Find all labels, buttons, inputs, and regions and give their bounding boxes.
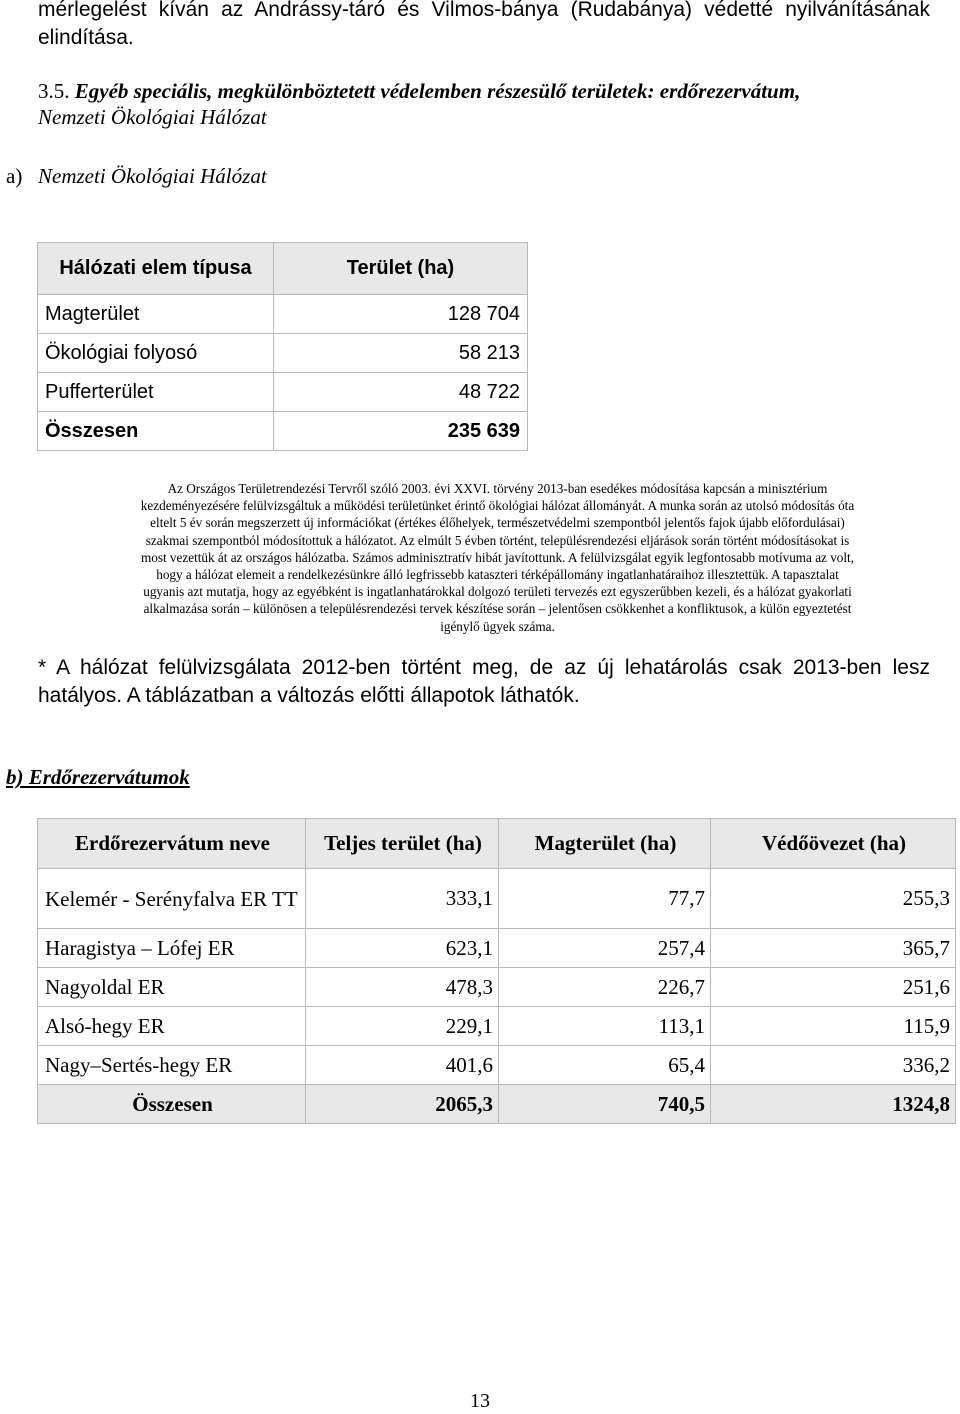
- table-row: [38, 869, 956, 929]
- footnote: * A hálózat felülvizsgálata 2012-ben történt meg, de az új lehatárolás csak 2013-ben lesz hatályos. A táblázatban a változás előtti állapotok láthatók.: [38, 656, 930, 707]
- cell-type: Ökológiai folyosó: [38, 334, 274, 373]
- table-header-row: [38, 243, 528, 295]
- column-header-name: Erdőrezervátum neve: [38, 819, 306, 869]
- section-heading-bold: Egyéb speciális, megkülönböztetett védelemben részesülő területek: erdőrezervátum,: [74, 79, 801, 103]
- column-header-buffer: Védőövezet (ha): [711, 819, 956, 869]
- column-header-core: Magterület (ha): [499, 819, 711, 869]
- cell-total-total: 2065,3: [306, 1085, 499, 1124]
- cell-area: 48 722: [274, 373, 528, 412]
- cell-buffer: 365,7: [711, 929, 956, 968]
- cell-buffer: 251,6: [711, 968, 956, 1007]
- section-number: 3.5.: [38, 79, 70, 103]
- cell-core: 77,7: [499, 869, 711, 929]
- cell-total-label: Összesen: [38, 412, 274, 451]
- cell-total-core: 740,5: [499, 1085, 711, 1124]
- cell-total: 623,1: [306, 929, 499, 968]
- cell-total-label: Összesen: [38, 1085, 306, 1124]
- note-line: igénylő ügyek száma.: [440, 618, 555, 634]
- table-row: [38, 373, 528, 412]
- cell-name: Alsó-hegy ER: [38, 1007, 306, 1046]
- column-header-total: Teljes terület (ha): [306, 819, 499, 869]
- cell-total: 229,1: [306, 1007, 499, 1046]
- table-row: [38, 1007, 956, 1046]
- section-heading-line2: Nemzeti Ökológiai Hálózat: [38, 105, 267, 129]
- table-row: [38, 334, 528, 373]
- note-line: Az Országos Területrendezési Tervről szóló 2003. évi XXVI. törvény 2013-ban esedékes módosítása kapcsán a minisztérium: [167, 481, 828, 496]
- note-line: most vezettük át az országos hálózatba. Számos adminisztratív hibát javítottunk. A felülvizsgálat egyik legfontosabb motívuma az volt,: [140, 549, 855, 565]
- subsection-a-label: a): [6, 164, 23, 188]
- note-line: ugyanis azt mutatja, hogy az egyébként is ingatlanhatárokkal dolgozó területi tervezés ezt egyszerűbben kezeli, és a hálózat gyakorlati: [143, 584, 852, 600]
- subsection-a-heading: [6, 163, 267, 189]
- cell-area: 128 704: [274, 295, 528, 334]
- forest-reserve-table: [37, 818, 956, 1124]
- cell-name: Nagyoldal ER: [38, 968, 306, 1007]
- table-total-row: [38, 1085, 956, 1124]
- table-row: [38, 295, 528, 334]
- note-line: szakmai szempontból módosítottuk a hálózatot. Az elmúlt 5 évben történt, településrendezési eljárások során történt módosításokat is: [145, 532, 850, 548]
- cell-core: 65,4: [499, 1046, 711, 1085]
- table-total-row: [38, 412, 528, 451]
- subsection-b-heading: b) Erdőrezervátumok: [6, 765, 190, 789]
- cell-buffer: 115,9: [711, 1007, 956, 1046]
- cell-name: Kelemér - Serényfalva ER TT: [38, 869, 306, 929]
- section-heading: [38, 78, 938, 130]
- column-header-type: Hálózati elem típusa: [38, 243, 274, 295]
- cell-total-area: 235 639: [274, 412, 528, 451]
- cell-name: Haragistya – Lófej ER: [38, 929, 306, 968]
- table-row: [38, 968, 956, 1007]
- cell-buffer: 255,3: [711, 869, 956, 929]
- table-row: [38, 1046, 956, 1085]
- table-header-row: [38, 819, 956, 869]
- subsection-a-title: Nemzeti Ökológiai Hálózat: [38, 164, 267, 188]
- note-line: alkalmazása során – különösen a településrendezési tervek készítése során – jelentősen csökkenhet a konfliktusok, a külön egyeztetést: [143, 601, 852, 617]
- cell-core: 257,4: [499, 929, 711, 968]
- column-header-area: Terület (ha): [274, 243, 528, 295]
- table-row: [38, 929, 956, 968]
- intro-paragraph-line1: mérlegelést kíván az Andrássy-táró és Vilmos-bánya (Rudabánya) védetté nyilvánításának: [38, 0, 930, 21]
- cell-total: 478,3: [306, 968, 499, 1007]
- cell-total-buffer: 1324,8: [711, 1085, 956, 1124]
- cell-name: Nagy–Sertés-hegy ER: [38, 1046, 306, 1085]
- cell-buffer: 336,2: [711, 1046, 956, 1085]
- ecological-network-table: [37, 242, 528, 451]
- note-line: kezdeményezésére felülvizsgáltuk a működési területünket érintő ökológiai hálózat állományát. A munka során az utolsó módosítás óta: [140, 498, 855, 514]
- cell-core: 113,1: [499, 1007, 711, 1046]
- intro-paragraph-line2: elindítása.: [38, 26, 134, 49]
- cell-core: 226,7: [499, 968, 711, 1007]
- cell-type: Pufferterület: [38, 373, 274, 412]
- note-line: hogy a hálózat elemeit a rendelkezésünkre álló legfrissebb kataszteri térképállomány ingatlanhatáraihoz illesztettük. A tapasztalat: [156, 567, 839, 583]
- cell-total: 401,6: [306, 1046, 499, 1085]
- page-number: 13: [470, 1390, 490, 1412]
- revision-note: [70, 480, 925, 635]
- cell-total: 333,1: [306, 869, 499, 929]
- cell-type: Magterület: [38, 295, 274, 334]
- note-line: eltelt 5 év során megszerzett új információkat (értékes élőhelyek, természetvédelmi szempontból jelentős fajok újabb előfordulásai): [150, 515, 845, 531]
- cell-area: 58 213: [274, 334, 528, 373]
